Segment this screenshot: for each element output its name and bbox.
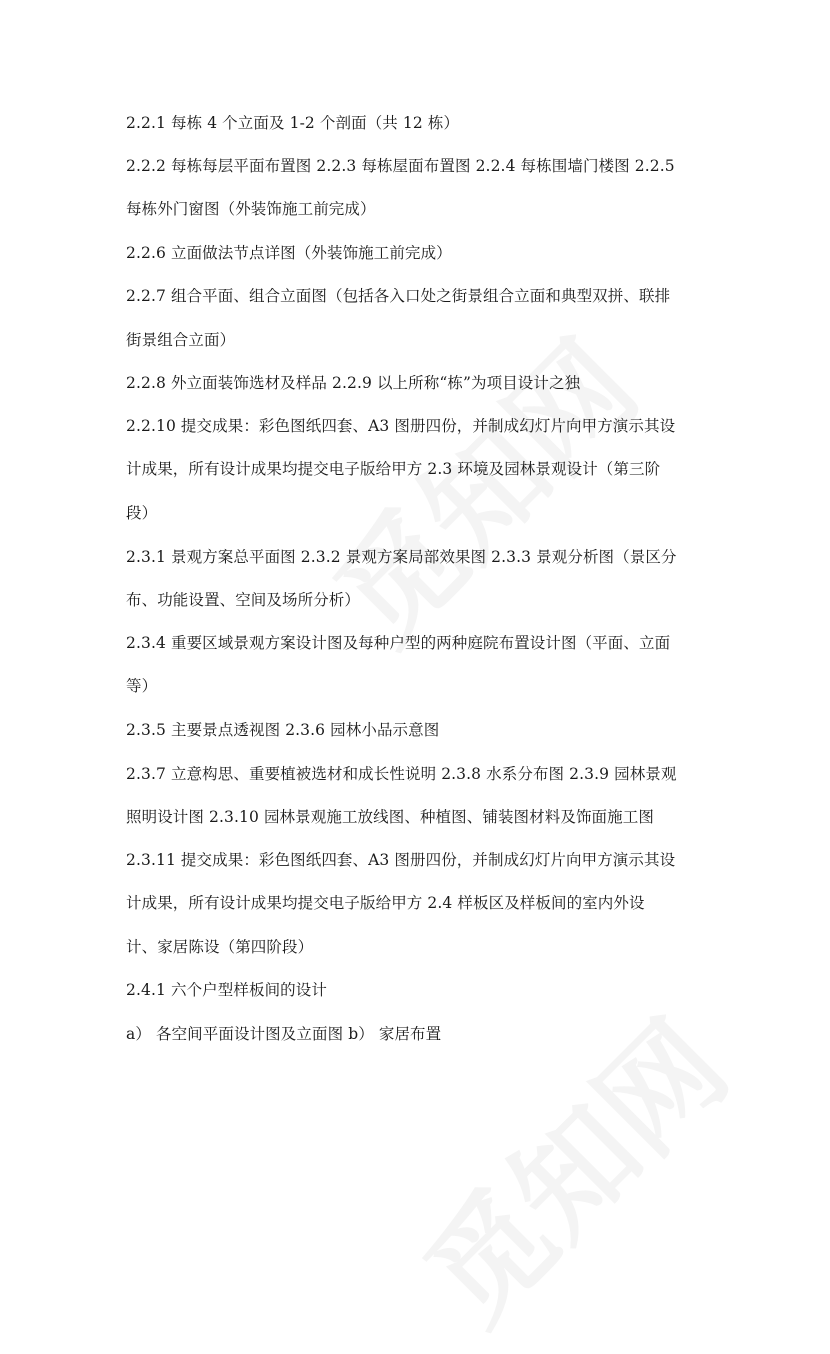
text-line: 2.4.1 六个户型样板间的设计 — [126, 981, 327, 999]
text-line: 计、家居陈设（第四阶段） — [126, 938, 314, 956]
text-line: 2.2.1 每栋 4 个立面及 1-2 个剖面（共 12 栋） — [126, 114, 460, 132]
text-line: 2.3.11 提交成果：彩色图纸四套、A3 图册四份，并制成幻灯片向甲方演示其设 — [126, 851, 676, 869]
text-line: 计成果，所有设计成果均提交电子版给甲方 2.3 环境及园林景观设计（第三阶 — [126, 460, 661, 478]
text-line: 2.3.4 重要区域景观方案设计图及每种户型的两种庭院布置设计图（平面、立面 — [126, 634, 671, 652]
text-line: 2.3.1 景观方案总平面图 2.3.2 景观方案局部效果图 2.3.3 景观分析图（景区分 — [126, 548, 677, 566]
text-line: 街景组合立面） — [126, 331, 236, 349]
text-line: 2.2.6 立面做法节点详图（外装饰施工前完成） — [126, 244, 452, 262]
text-line: 段） — [126, 504, 158, 522]
text-line: a） 各空间平面设计图及立面图 b） 家居布置 — [126, 1025, 442, 1043]
text-line: 2.2.7 组合平面、组合立面图（包括各入口处之街景组合立面和典型双拼、联排 — [126, 287, 671, 305]
text-line: 计成果，所有设计成果均提交电子版给甲方 2.4 样板区及样板间的室内外设 — [126, 894, 645, 912]
watermark — [292, 298, 668, 674]
text-line: 每栋外门窗图（外装饰施工前完成） — [126, 200, 376, 218]
text-line: 布、功能设置、空间及场所分析） — [126, 591, 361, 609]
text-line: 照明设计图 2.3.10 园林景观施工放线图、种植图、铺装图材料及饰面施工图 — [126, 808, 654, 826]
text-line: 等） — [126, 677, 158, 695]
text-line: 2.2.2 每栋每层平面布置图 2.2.3 每栋屋面布置图 2.2.4 每栋围墙门楼图 2.2.5 — [126, 157, 675, 175]
text-line: 2.2.10 提交成果：彩色图纸四套、A3 图册四份，并制成幻灯片向甲方演示其设 — [126, 417, 676, 435]
text-line: 2.2.8 外立面装饰选材及样品 2.2.9 以上所称“栋”为项目设计之独 — [126, 374, 581, 392]
text-line: 2.3.5 主要景点透视图 2.3.6 园林小品示意图 — [126, 721, 440, 739]
text-line: 2.3.7 立意构思、重要植被选材和成长性说明 2.3.8 水系分布图 2.3.9 园林景观 — [126, 765, 677, 783]
